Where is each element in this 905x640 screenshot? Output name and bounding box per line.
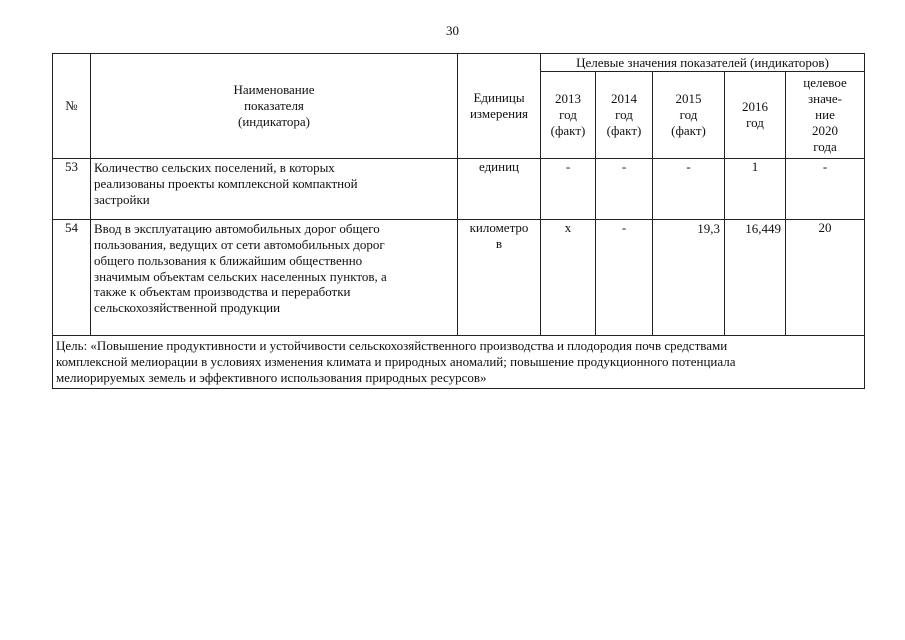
row-number: 53 [53, 159, 91, 220]
header-number: № [53, 54, 91, 159]
table-row [53, 159, 865, 220]
indicator-name: Количество сельских поселений, в которых реализованы проекты комплексной компактной застройки [91, 159, 458, 220]
value-2013: х [541, 220, 596, 336]
unit-cell: единиц [458, 159, 541, 220]
value-2016: 1 [725, 159, 786, 220]
table-row [53, 220, 865, 336]
header-row-top [53, 54, 865, 72]
value-2014: - [596, 220, 653, 336]
value-2014: - [596, 159, 653, 220]
header-year-2016: 2016 год [725, 72, 786, 159]
value-2015: 19,3 [653, 220, 725, 336]
header-target-2020: целевое значе- ние 2020 года [786, 72, 865, 159]
value-2020-target: 20 [786, 220, 865, 336]
indicators-table [52, 53, 865, 389]
value-2016: 16,449 [725, 220, 786, 336]
goal-row [53, 336, 865, 389]
header-unit: Единицы измерения [458, 54, 541, 159]
row-number: 54 [53, 220, 91, 336]
header-year-2015: 2015 год (факт) [653, 72, 725, 159]
header-year-2013: 2013 год (факт) [541, 72, 596, 159]
indicator-name: Ввод в эксплуатацию автомобильных дорог общего пользования, ведущих от сети автомобильных дорог общего пользования к ближайшим общественно значимым объектам сельских населенных пунктов, а также к объектам производства и переработки сельскохозяйственной продукции [91, 220, 458, 336]
header-target-values: Целевые значения показателей (индикаторов) [541, 54, 865, 72]
page-number: 30 [446, 23, 459, 38]
value-2013: - [541, 159, 596, 220]
value-2020-target: - [786, 159, 865, 220]
unit-cell: километро в [458, 220, 541, 336]
header-year-2014: 2014 год (факт) [596, 72, 653, 159]
goal-text: Цель: «Повышение продуктивности и устойчивости сельскохозяйственного производства и плодородия почв средствами комплексной мелиорации в условиях изменения климата и природных аномалий; повышение продукционного потенциала мелиорируемых земель и эффективного использования природных ресурсов» [53, 336, 865, 389]
header-indicator-name: Наименование показателя (индикатора) [91, 54, 458, 159]
value-2015: - [653, 159, 725, 220]
